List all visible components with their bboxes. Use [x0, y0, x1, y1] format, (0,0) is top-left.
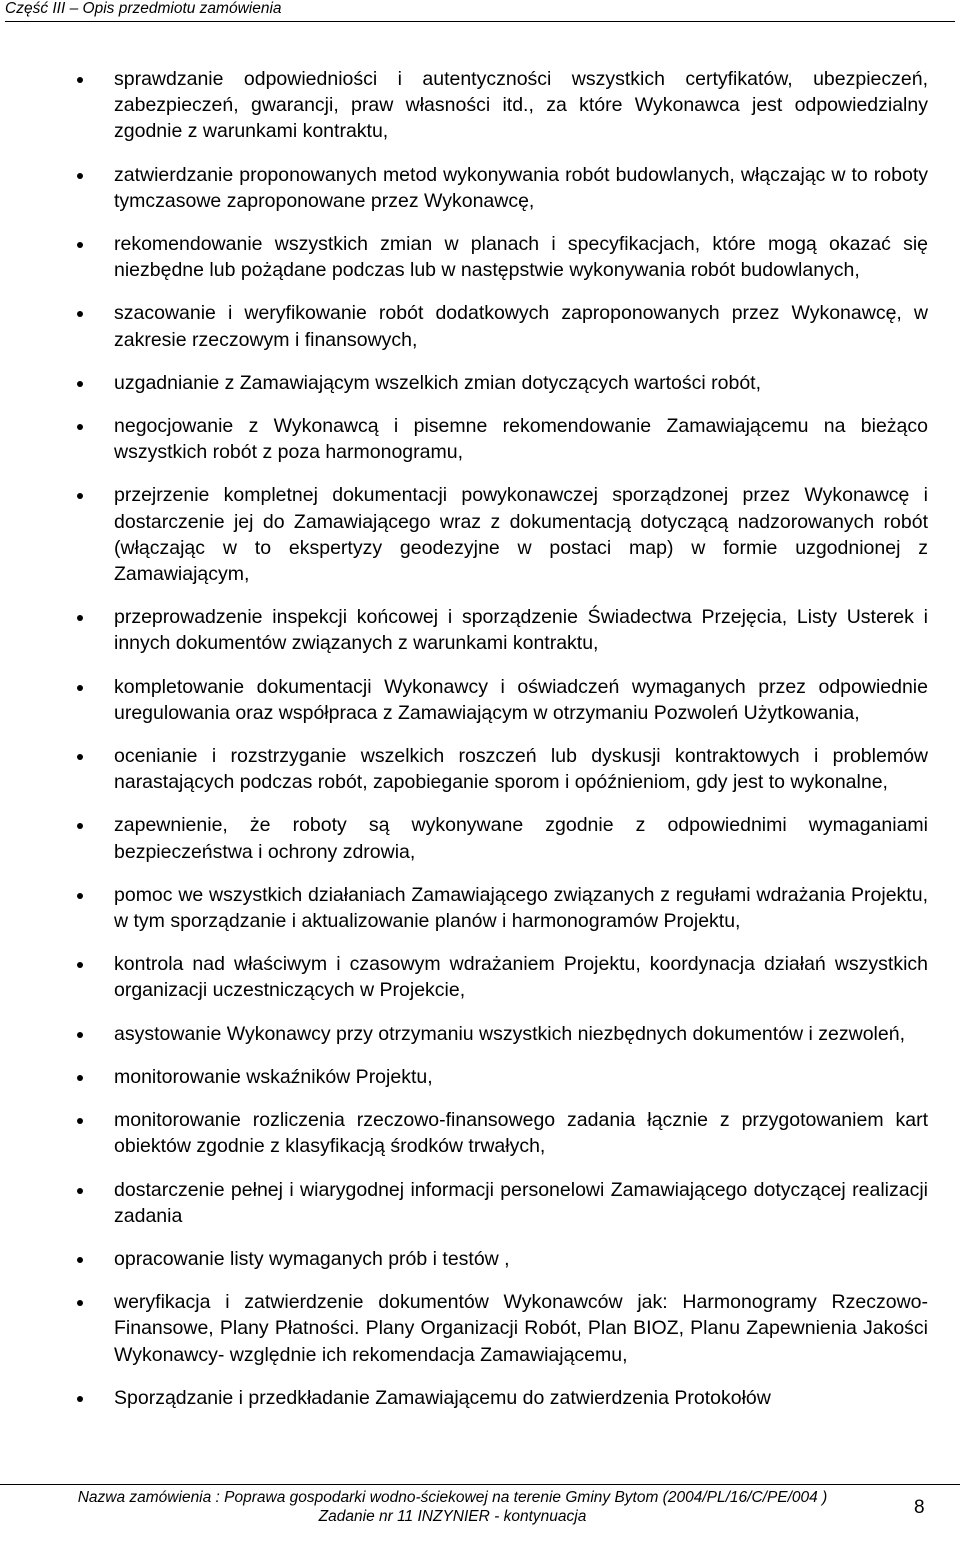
list-item	[0, 482, 960, 587]
bullet-icon	[77, 1188, 83, 1194]
list-item-text: szacowanie i weryfikowanie robót dodatkowych zaproponowanych przez Wykonawcę, w zakresie rzeczowym i finansowych,	[114, 302, 928, 351]
list-item	[0, 1385, 960, 1411]
list-item-text: zapewnienie, że roboty są wykonywane zgodnie z odpowiednimi wymaganiami bezpieczeństwa i ochrony zdrowia,	[114, 814, 928, 863]
bullet-icon	[77, 77, 83, 83]
bullet-icon	[77, 754, 83, 760]
list-item	[0, 882, 960, 934]
list-item	[0, 162, 960, 214]
bullet-icon	[77, 1396, 83, 1402]
list-item-text: pomoc we wszystkich działaniach Zamawiającego związanych z regułami wdrażania Projektu, w tym sporządzanie i aktualizowanie planów i harmonogramów Projektu,	[114, 883, 928, 933]
list-item	[0, 1021, 960, 1047]
footer-text	[0, 1485, 905, 1526]
bullet-icon	[77, 173, 83, 179]
bullet-icon	[77, 1075, 83, 1081]
list-item-text: przejrzenie kompletnej dokumentacji powykonawczej sporządzonej przez Wykonawcę i dostarczenie jej do Zamawiającego wraz z dokumentacją dotyczącą nadzorowanych robót (włączając w to ekspertyzy geodezyjne w postaci map) w formie uzgodnionej z Zamawiającym,	[114, 484, 928, 586]
list-item	[0, 1107, 960, 1159]
bullet-icon	[77, 1032, 83, 1038]
list-item-text: dostarczenie pełnej i wiarygodnej informacji personelowi Zamawiającego dotyczącej realizacji zadania	[114, 1178, 928, 1227]
duties-list	[0, 66, 960, 1428]
list-item	[0, 413, 960, 465]
footer-task-name: Zadanie nr 11 INZYNIER - kontynuacja	[318, 1508, 587, 1525]
list-item-text: negocjowanie z Wykonawcą i pisemne rekomendowanie Zamawiającemu na bieżąco wszystkich robót z poza harmonogramu,	[114, 415, 928, 464]
bullet-icon	[77, 311, 83, 317]
page-number: 8	[914, 1497, 925, 1518]
bullet-icon	[77, 823, 83, 829]
bullet-icon	[77, 685, 83, 691]
header-title: Część III – Opis przedmiotu zamówienia	[5, 0, 282, 17]
bullet-icon	[77, 1118, 83, 1124]
list-item	[0, 1177, 960, 1229]
list-item-text: zatwierdzanie proponowanych metod wykonywania robót budowlanych, włączając w to roboty tymczasowe zaproponowane przez Wykonawcę,	[114, 163, 928, 212]
list-item-text: weryfikacja i zatwierdzenie dokumentów Wykonawców jak: Harmonogramy Rzeczowo-Finansowe, Plany Płatności. Plany Organizacji Robót, Plan BIOZ, Planu Zapewnienia Jakości Wykonawcy- względnie ich rekomendacja Zamawiającemu,	[114, 1291, 928, 1366]
list-item	[0, 231, 960, 283]
page-header	[5, 0, 955, 22]
list-item-text: Sporządzanie i przedkładanie Zamawiającemu do zatwierdzenia Protokołów	[114, 1386, 771, 1409]
list-item	[0, 1289, 960, 1368]
list-item	[0, 66, 960, 145]
list-item-text: monitorowanie wskaźników Projektu,	[114, 1065, 433, 1088]
list-item-text: opracowanie listy wymaganych prób i testów ,	[114, 1247, 510, 1270]
bullet-icon	[77, 424, 83, 430]
list-item	[0, 743, 960, 795]
list-item	[0, 674, 960, 726]
list-item	[0, 1064, 960, 1090]
bullet-icon	[77, 493, 83, 499]
list-item	[0, 1246, 960, 1272]
bullet-icon	[77, 381, 83, 387]
list-item-text: kompletowanie dokumentacji Wykonawcy i oświadczeń wymaganych przez odpowiednie uregulowania oraz współpraca z Zamawiającym w otrzymaniu Pozwoleń Użytkowania,	[114, 675, 928, 724]
footer-contract-name: Nazwa zamówienia : Poprawa gospodarki wodno-ściekowej na terenie Gminy Bytom (2004/PL/16/C/PE/004 )	[77, 1489, 828, 1506]
bullet-icon	[77, 1300, 83, 1306]
list-item-text: kontrola nad właściwym i czasowym wdrażaniem Projektu, koordynacja działań wszystkich organizacji uczestniczących w Projekcie,	[114, 953, 928, 1002]
bullet-icon	[77, 615, 83, 621]
bullet-icon	[77, 962, 83, 968]
list-item-text: asystowanie Wykonawcy przy otrzymaniu wszystkich niezbędnych dokumentów i zezwoleń,	[114, 1022, 905, 1045]
bullet-icon	[77, 1257, 83, 1263]
list-item-text: monitorowanie rozliczenia rzeczowo-finansowego zadania łącznie z przygotowaniem kart obiektów zgodnie z klasyfikacją środków trwałych,	[114, 1109, 928, 1158]
list-item-text: ocenianie i rozstrzyganie wszelkich roszczeń lub dyskusji kontraktowych i problemów narastających podczas robót, zapobieganie sporom i opóźnieniom, gdy jest to wykonalne,	[114, 745, 928, 794]
list-item-text: rekomendowanie wszystkich zmian w planach i specyfikacjach, które mogą okazać się niezbędne lub pożądane podczas lub w następstwie wykonywania robót budowlanych,	[114, 233, 928, 282]
bullet-icon	[77, 242, 83, 248]
list-item	[0, 812, 960, 864]
bullet-icon	[77, 893, 83, 899]
list-item	[0, 370, 960, 396]
list-item-text: przeprowadzenie inspekcji końcowej i sporządzenie Świadectwa Przejęcia, Listy Usterek i innych dokumentów związanych z warunkami kontraktu,	[114, 606, 928, 655]
list-item-text: uzgadnianie z Zamawiającym wszelkich zmian dotyczących wartości robót,	[114, 371, 762, 394]
page-footer	[0, 1484, 960, 1525]
list-item	[0, 300, 960, 352]
list-item	[0, 604, 960, 656]
list-item	[0, 951, 960, 1003]
list-item-text: sprawdzanie odpowiedniości i autentyczności wszystkich certyfikatów, ubezpieczeń, zabezpieczeń, gwarancji, praw własności itd., za które Wykonawca jest odpowiedzialny zgodnie z warunkami kontraktu,	[114, 68, 928, 143]
